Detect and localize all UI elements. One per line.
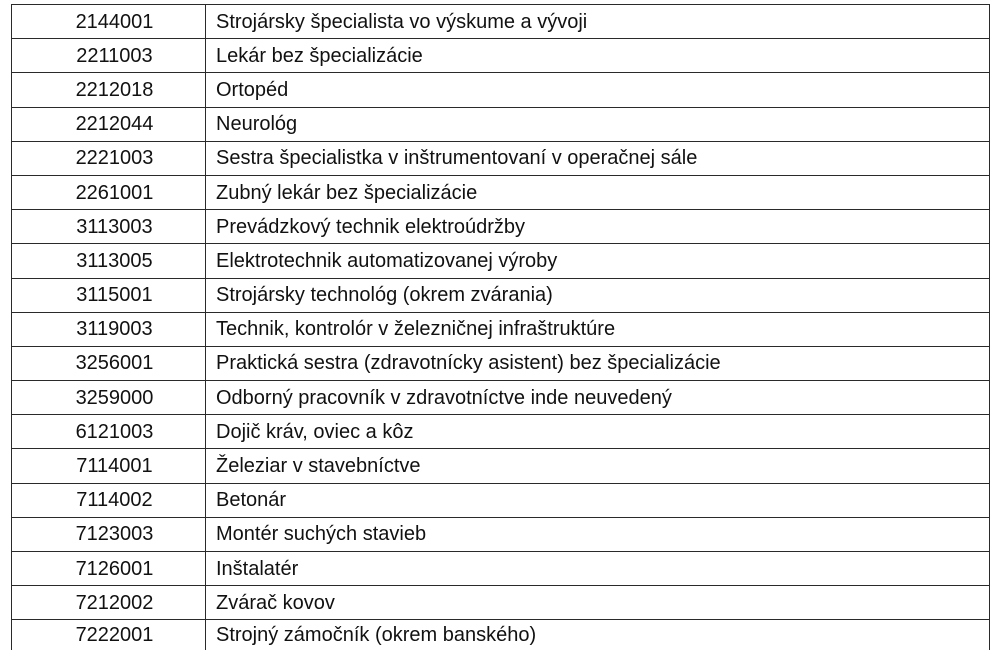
table-row	[12, 39, 990, 73]
table-row	[12, 73, 990, 107]
occupation-code-cell: 3259000	[12, 381, 206, 415]
occupation-code-cell: 2144001	[12, 5, 206, 39]
table-row	[12, 449, 990, 483]
occupation-code-cell: 7114002	[12, 483, 206, 517]
occupation-name-cell: Montér suchých stavieb	[206, 517, 990, 551]
table-row	[12, 346, 990, 380]
occupation-name-cell: Strojný zámočník (okrem banského)	[206, 620, 990, 651]
occupation-name-cell: Zubný lekár bez špecializácie	[206, 175, 990, 209]
occupation-code-cell: 3256001	[12, 346, 206, 380]
occupation-code-cell: 7126001	[12, 552, 206, 586]
table-row	[12, 175, 990, 209]
occupation-name-cell: Strojársky špecialista vo výskume a vývoji	[206, 5, 990, 39]
table-row	[12, 5, 990, 39]
occupation-name-cell: Zvárač kovov	[206, 586, 990, 620]
occupation-code-cell: 6121003	[12, 415, 206, 449]
occupation-name-cell: Inštalatér	[206, 552, 990, 586]
table-row	[12, 586, 990, 620]
occupation-name-cell: Technik, kontrolór v železničnej infraštruktúre	[206, 312, 990, 346]
occupation-name-cell: Neurológ	[206, 107, 990, 141]
occupation-code-table	[11, 4, 990, 650]
occupation-code-cell: 7222001	[12, 620, 206, 651]
table-row	[12, 312, 990, 346]
occupation-name-cell: Praktická sestra (zdravotnícky asistent) bez špecializácie	[206, 346, 990, 380]
occupation-name-cell: Železiar v stavebníctve	[206, 449, 990, 483]
table-row	[12, 141, 990, 175]
occupation-code-cell: 2212044	[12, 107, 206, 141]
occupation-code-cell: 7114001	[12, 449, 206, 483]
table-row	[12, 107, 990, 141]
table-row	[12, 210, 990, 244]
table-row	[12, 278, 990, 312]
occupation-code-cell: 7123003	[12, 517, 206, 551]
occupation-name-cell: Dojič kráv, oviec a kôz	[206, 415, 990, 449]
occupation-name-cell: Prevádzkový technik elektroúdržby	[206, 210, 990, 244]
occupation-name-cell: Lekár bez špecializácie	[206, 39, 990, 73]
occupation-name-cell: Elektrotechnik automatizovanej výroby	[206, 244, 990, 278]
occupation-table-container	[11, 4, 990, 650]
table-row	[12, 483, 990, 517]
occupation-code-cell: 3115001	[12, 278, 206, 312]
occupation-code-cell: 3113005	[12, 244, 206, 278]
table-row	[12, 517, 990, 551]
occupation-code-cell: 3119003	[12, 312, 206, 346]
table-row	[12, 244, 990, 278]
table-row	[12, 552, 990, 586]
occupation-code-cell: 2261001	[12, 175, 206, 209]
occupation-name-cell: Strojársky technológ (okrem zvárania)	[206, 278, 990, 312]
occupation-code-cell: 2221003	[12, 141, 206, 175]
occupation-code-cell: 7212002	[12, 586, 206, 620]
table-row	[12, 415, 990, 449]
table-row	[12, 620, 990, 651]
occupation-name-cell: Sestra špecialistka v inštrumentovaní v operačnej sále	[206, 141, 990, 175]
table-row	[12, 381, 990, 415]
occupation-code-cell: 2211003	[12, 39, 206, 73]
occupation-name-cell: Odborný pracovník v zdravotníctve inde neuvedený	[206, 381, 990, 415]
table-body	[12, 5, 990, 651]
occupation-name-cell: Ortopéd	[206, 73, 990, 107]
occupation-code-cell: 2212018	[12, 73, 206, 107]
occupation-code-cell: 3113003	[12, 210, 206, 244]
occupation-name-cell: Betonár	[206, 483, 990, 517]
